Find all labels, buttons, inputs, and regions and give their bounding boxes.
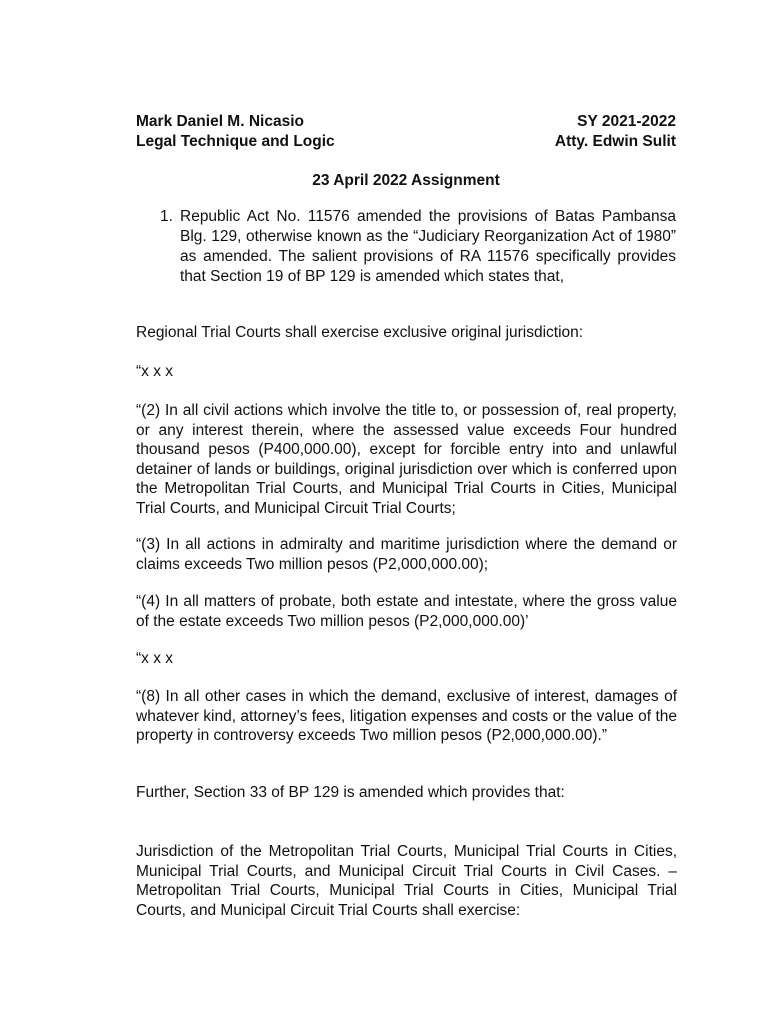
paragraph-item-8: “(8) In all other cases in which the demand, exclusive of interest, damages of whatever kind, attorney’s fees, litigation expenses and costs or the value of the property in controversy exceeds Two million pesos (P2,000,000.00).” (136, 688, 677, 744)
numbered-list-item (160, 207, 676, 287)
school-year: SY 2021-2022 (577, 113, 676, 130)
list-number: 1. (160, 208, 173, 225)
paragraph-item-2: “(2) In all civil actions which involve the title to, or possession of, real property, or any interest therein, where the assessed value exceeds Four hundred thousand pesos (P400,000.00), except for forcible entry into and unlawful detainer of lands or buildings, original jurisdiction over which is conferred upon the Metropolitan Trial Courts, and Municipal Trial Courts in Cities, Municipal Trial Courts, and Municipal Circuit Trial Courts; (136, 402, 677, 517)
paragraph-item-3: “(3) In all actions in admiralty and maritime jurisdiction where the demand or claims exceeds Two million pesos (P2,000,000.00); (136, 536, 677, 573)
list-item-text: Republic Act No. 11576 amended the provisions of Batas Pambansa Blg. 129, otherwise known as the “Judiciary Reorganization Act of 1980” as amended. The salient provisions of RA 11576 specifically provides that Section 19 of BP 129 is amended which states that, (180, 208, 676, 285)
paragraph-ellipsis: “x x x (136, 363, 174, 380)
paragraph-section-33-text: Jurisdiction of the Metropolitan Trial Courts, Municipal Trial Courts in Cities, Municipal Trial Courts, and Municipal Circuit Trial Courts in Civil Cases. – Metropolitan Trial Courts, Municipal Trial Courts in Cities, Municipal Trial Courts, and Municipal Circuit Trial Courts shall exercise: (136, 843, 677, 919)
instructor-name: Atty. Edwin Sulit (554, 133, 676, 150)
header-row-2 (136, 132, 676, 152)
paragraph-item-4: “(4) In all matters of probate, both estate and intestate, where the gross value of the estate exceeds Two million pesos (P2,000,000.00)’ (136, 593, 677, 630)
paragraph-ellipsis-2: “x x x (136, 650, 174, 667)
course-name: Legal Technique and Logic (136, 133, 335, 150)
document-title: 23 April 2022 Assignment (312, 172, 500, 189)
header-row-1 (136, 112, 676, 132)
student-name: Mark Daniel M. Nicasio (136, 113, 304, 130)
paragraph-section-33-intro: Further, Section 33 of BP 129 is amended which provides that: (136, 784, 565, 801)
paragraph-rtc-jurisdiction: Regional Trial Courts shall exercise exclusive original jurisdiction: (136, 324, 584, 341)
